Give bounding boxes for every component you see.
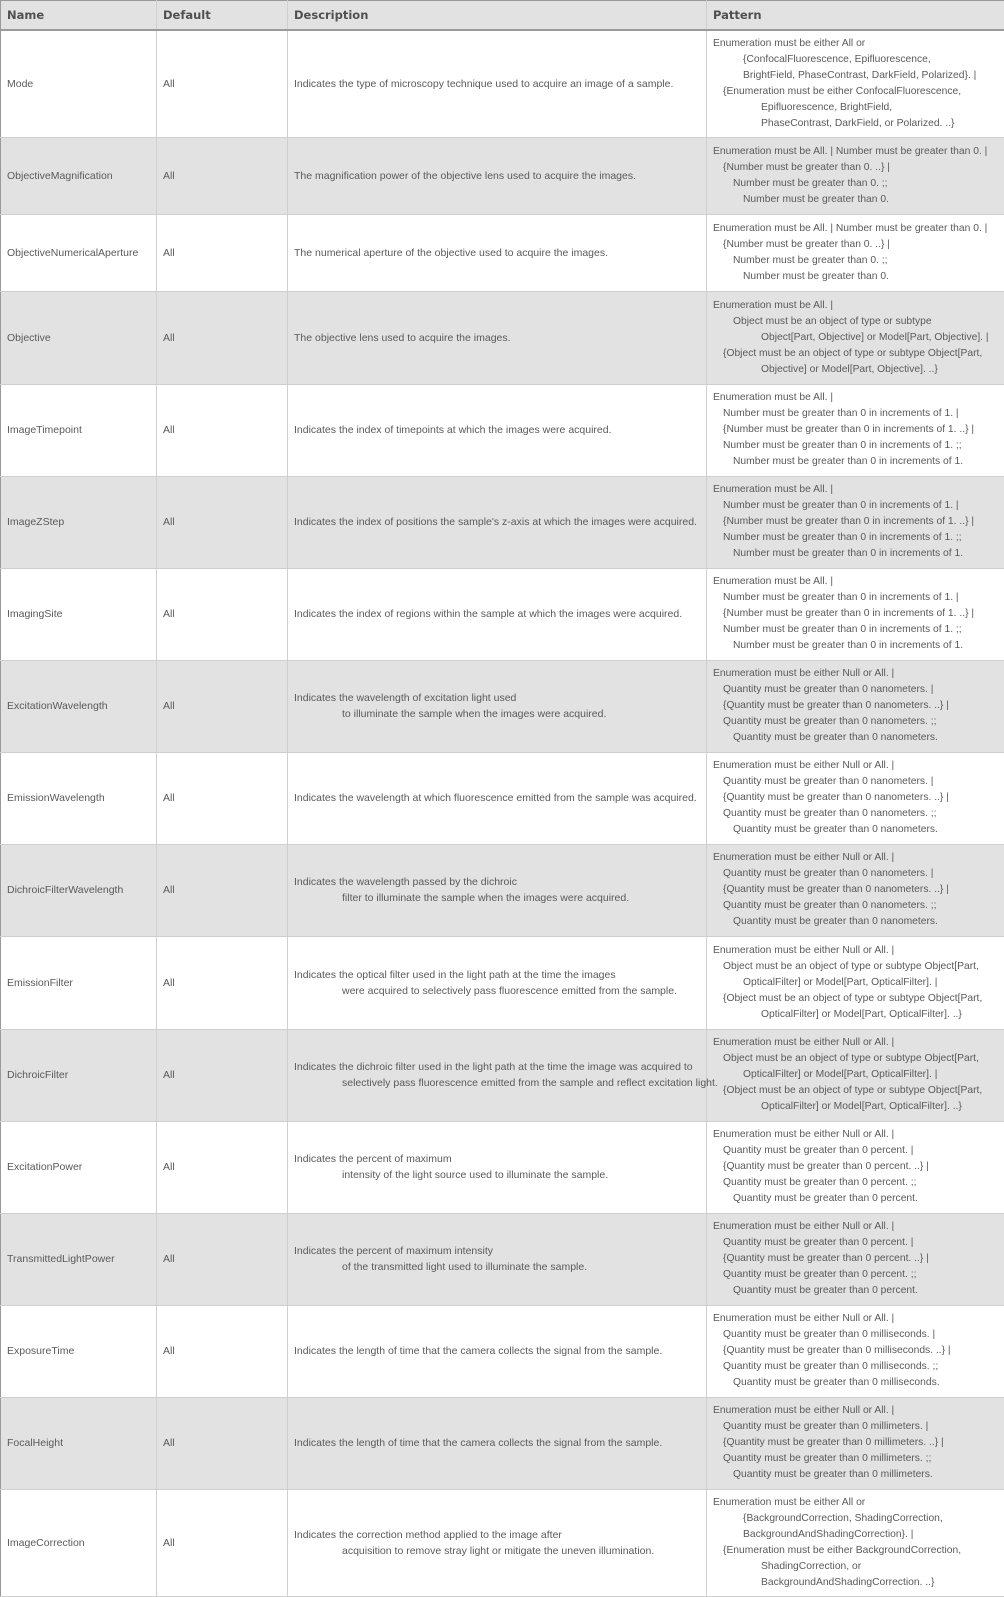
pattern-line: {Number must be greater than 0. ..} | [713,160,1000,176]
option-default: All [157,1121,288,1213]
option-description [288,660,707,752]
pattern-line: Quantity must be greater than 0 nanometers. | [713,774,1000,790]
option-description [288,936,707,1029]
option-pattern [707,1213,1004,1305]
option-description [288,137,707,214]
option-default: All [157,1397,288,1489]
pattern-line: {Number must be greater than 0 in increments of 1. ..} | [713,606,1000,622]
pattern-line: Quantity must be greater than 0 nanometers. | [713,866,1000,882]
option-default: All [157,660,288,752]
pattern-line: Enumeration must be All. | [713,298,1000,314]
option-default: All [157,568,288,660]
option-default: All [157,30,288,137]
option-name: ImageTimepoint [1,384,157,476]
pattern-line: {Number must be greater than 0. ..} | [713,237,1000,253]
pattern-line: Object must be an object of type or subtype Object[Part, [713,1051,1000,1067]
description-line: The magnification power of the objective lens used to acquire the images. [294,168,706,184]
option-name: ImageZStep [1,476,157,568]
option-name: ExcitationWavelength [1,660,157,752]
pattern-line: Enumeration must be either Null or All. | [713,1311,1000,1327]
option-name: EmissionWavelength [1,752,157,844]
description-line: of the transmitted light used to illuminate the sample. [294,1259,706,1275]
option-name: FocalHeight [1,1397,157,1489]
description-line: filter to illuminate the sample when the images were acquired. [294,890,706,906]
pattern-line: {Quantity must be greater than 0 nanometers. ..} | [713,790,1000,806]
description-line: Indicates the index of timepoints at which the images were acquired. [294,422,706,438]
table-row [1,936,1004,1029]
description-line: Indicates the length of time that the camera collects the signal from the sample. [294,1435,706,1451]
pattern-line: Quantity must be greater than 0 percent. | [713,1143,1000,1159]
option-name: ObjectiveMagnification [1,137,157,214]
option-default: All [157,844,288,936]
pattern-line: Number must be greater than 0 in increments of 1. [713,454,1000,470]
pattern-line: Enumeration must be either Null or All. | [713,943,1000,959]
description-line: Indicates the percent of maximum intensity [294,1243,706,1259]
description-line: Indicates the type of microscopy technique used to acquire an image of a sample. [294,76,706,92]
header-pattern: Pattern [707,1,1004,31]
option-pattern [707,291,1004,384]
description-line: The numerical aperture of the objective used to acquire the images. [294,245,706,261]
pattern-line: {Quantity must be greater than 0 nanometers. ..} | [713,882,1000,898]
pattern-line: {Quantity must be greater than 0 millimeters. ..} | [713,1435,1000,1451]
pattern-line: Enumeration must be All. | [713,482,1000,498]
pattern-line: Quantity must be greater than 0 nanometers. ;; [713,714,1000,730]
pattern-line: Number must be greater than 0 in increments of 1. | [713,498,1000,514]
pattern-line: BackgroundAndShadingCorrection. ..} [713,1575,1000,1591]
pattern-line: Quantity must be greater than 0 millimeters. | [713,1419,1000,1435]
option-description [288,214,707,291]
option-default: All [157,476,288,568]
pattern-line: Quantity must be greater than 0 millimeters. [713,1467,1000,1483]
description-line: Indicates the index of regions within the sample at which the images were acquired. [294,606,706,622]
pattern-line: {Object must be an object of type or subtype Object[Part, [713,1083,1000,1099]
pattern-line: Quantity must be greater than 0 milliseconds. [713,1375,1000,1391]
option-pattern [707,30,1004,137]
pattern-line: Quantity must be greater than 0 milliseconds. | [713,1327,1000,1343]
table-row [1,137,1004,214]
pattern-line: {Quantity must be greater than 0 nanometers. ..} | [713,698,1000,714]
pattern-line: BackgroundAndShadingCorrection}. | [713,1527,1000,1543]
pattern-line: Quantity must be greater than 0 millimeters. ;; [713,1451,1000,1467]
option-name: EmissionFilter [1,936,157,1029]
option-description [288,1489,707,1596]
description-line: were acquired to selectively pass fluorescence emitted from the sample. [294,983,706,999]
pattern-line: OpticalFilter] or Model[Part, OpticalFilter]. | [713,1067,1000,1083]
option-pattern [707,1397,1004,1489]
description-line: Indicates the length of time that the camera collects the signal from the sample. [294,1343,706,1359]
pattern-line: OpticalFilter] or Model[Part, OpticalFilter]. ..} [713,1007,1000,1023]
option-name: ExcitationPower [1,1121,157,1213]
pattern-line: {Quantity must be greater than 0 milliseconds. ..} | [713,1343,1000,1359]
pattern-line: {Quantity must be greater than 0 percent. ..} | [713,1251,1000,1267]
option-description [288,1121,707,1213]
pattern-line: {BackgroundCorrection, ShadingCorrection, [713,1511,1000,1527]
option-default: All [157,291,288,384]
table-row [1,1213,1004,1305]
option-description [288,30,707,137]
pattern-line: Quantity must be greater than 0 percent. ;; [713,1175,1000,1191]
description-line: Indicates the wavelength passed by the dichroic [294,874,706,890]
option-default: All [157,1489,288,1596]
pattern-line: Number must be greater than 0 in increments of 1. ;; [713,530,1000,546]
pattern-line: Enumeration must be All. | [713,390,1000,406]
pattern-line: Number must be greater than 0. [713,269,1000,285]
pattern-line: Enumeration must be either All or [713,1495,1000,1511]
table-row [1,844,1004,936]
pattern-line: BrightField, PhaseContrast, DarkField, Polarized}. | [713,68,1000,84]
option-default: All [157,752,288,844]
option-pattern [707,568,1004,660]
option-default: All [157,1305,288,1397]
table-row [1,214,1004,291]
option-default: All [157,1029,288,1121]
option-pattern [707,137,1004,214]
option-default: All [157,214,288,291]
pattern-line: Quantity must be greater than 0 nanometers. | [713,682,1000,698]
description-line: intensity of the light source used to illuminate the sample. [294,1167,706,1183]
pattern-line: Number must be greater than 0. [713,192,1000,208]
pattern-line: Quantity must be greater than 0 milliseconds. ;; [713,1359,1000,1375]
table-row [1,568,1004,660]
pattern-line: Enumeration must be either Null or All. | [713,1403,1000,1419]
pattern-line: Enumeration must be either Null or All. | [713,666,1000,682]
table-row [1,1029,1004,1121]
table-row [1,384,1004,476]
pattern-line: Quantity must be greater than 0 percent. ;; [713,1267,1000,1283]
pattern-line: {Number must be greater than 0 in increments of 1. ..} | [713,422,1000,438]
table-row [1,660,1004,752]
table-row [1,476,1004,568]
option-name: ObjectiveNumericalAperture [1,214,157,291]
option-pattern [707,752,1004,844]
pattern-line: Number must be greater than 0 in increments of 1. | [713,406,1000,422]
option-pattern [707,1489,1004,1596]
description-line: Indicates the wavelength of excitation light used [294,690,706,706]
description-line: Indicates the index of positions the sample's z-axis at which the images were acquired. [294,514,706,530]
table-row [1,291,1004,384]
pattern-line: Object must be an object of type or subtype [713,314,1000,330]
pattern-line: Number must be greater than 0. ;; [713,253,1000,269]
option-name: Mode [1,30,157,137]
pattern-line: Quantity must be greater than 0 percent. [713,1191,1000,1207]
pattern-line: Object must be an object of type or subtype Object[Part, [713,959,1000,975]
pattern-line: {Number must be greater than 0 in increments of 1. ..} | [713,514,1000,530]
option-description [288,384,707,476]
pattern-line: Number must be greater than 0 in increments of 1. | [713,590,1000,606]
option-default: All [157,384,288,476]
pattern-line: PhaseContrast, DarkField, or Polarized. ..} [713,116,1000,132]
option-name: Objective [1,291,157,384]
option-default: All [157,1213,288,1305]
description-line: selectively pass fluorescence emitted from the sample and reflect excitation light. [294,1075,706,1091]
table-header-row [1,1,1004,31]
pattern-line: Number must be greater than 0 in increments of 1. ;; [713,622,1000,638]
pattern-line: Number must be greater than 0 in increments of 1. ;; [713,438,1000,454]
pattern-line: Number must be greater than 0. ;; [713,176,1000,192]
description-line: to illuminate the sample when the images were acquired. [294,706,706,722]
option-description [288,752,707,844]
option-default: All [157,936,288,1029]
header-name: Name [1,1,157,31]
pattern-line: OpticalFilter] or Model[Part, OpticalFilter]. ..} [713,1099,1000,1115]
option-description [288,1029,707,1121]
pattern-line: OpticalFilter] or Model[Part, OpticalFilter]. | [713,975,1000,991]
description-line: Indicates the correction method applied to the image after [294,1527,706,1543]
option-name: ExposureTime [1,1305,157,1397]
option-pattern [707,476,1004,568]
option-description [288,1305,707,1397]
description-line: Indicates the percent of maximum [294,1151,706,1167]
option-description [288,476,707,568]
option-name: DichroicFilterWavelength [1,844,157,936]
pattern-line: {Quantity must be greater than 0 percent. ..} | [713,1159,1000,1175]
option-description [288,1397,707,1489]
pattern-line: Epifluorescence, BrightField, [713,100,1000,116]
option-name: TransmittedLightPower [1,1213,157,1305]
option-pattern [707,936,1004,1029]
pattern-line: Enumeration must be either Null or All. | [713,1127,1000,1143]
option-pattern [707,1121,1004,1213]
pattern-line: Quantity must be greater than 0 nanometers. [713,730,1000,746]
pattern-line: Enumeration must be either Null or All. | [713,850,1000,866]
pattern-line: {Enumeration must be either ConfocalFluorescence, [713,84,1000,100]
pattern-line: Enumeration must be either Null or All. | [713,1219,1000,1235]
description-line: Indicates the optical filter used in the light path at the time the images [294,967,706,983]
option-name: DichroicFilter [1,1029,157,1121]
pattern-line: Enumeration must be either All or [713,36,1000,52]
option-name: ImagingSite [1,568,157,660]
pattern-line: {Object must be an object of type or subtype Object[Part, [713,346,1000,362]
table-row [1,1305,1004,1397]
option-pattern [707,844,1004,936]
option-default: All [157,137,288,214]
pattern-line: Enumeration must be either Null or All. | [713,758,1000,774]
pattern-line: Enumeration must be All. | Number must be greater than 0. | [713,144,1000,160]
option-description [288,1213,707,1305]
table-row [1,1397,1004,1489]
description-line: Indicates the dichroic filter used in the light path at the time the image was acquired to [294,1059,706,1075]
option-pattern [707,1029,1004,1121]
description-line: acquisition to remove stray light or mitigate the uneven illumination. [294,1543,706,1559]
pattern-line: Number must be greater than 0 in increments of 1. [713,546,1000,562]
pattern-line: Quantity must be greater than 0 nanometers. [713,822,1000,838]
pattern-line: Quantity must be greater than 0 percent. | [713,1235,1000,1251]
pattern-line: Quantity must be greater than 0 nanometers. ;; [713,898,1000,914]
description-line: The objective lens used to acquire the images. [294,330,706,346]
header-description: Description [288,1,707,31]
pattern-line: Enumeration must be All. | [713,574,1000,590]
pattern-line: {Enumeration must be either BackgroundCorrection, [713,1543,1000,1559]
pattern-line: Enumeration must be All. | Number must be greater than 0. | [713,221,1000,237]
option-name: ImageCorrection [1,1489,157,1596]
option-pattern [707,214,1004,291]
description-line: Indicates the wavelength at which fluorescence emitted from the sample was acquired. [294,790,706,806]
pattern-line: {Object must be an object of type or subtype Object[Part, [713,991,1000,1007]
option-pattern [707,1305,1004,1397]
table-row [1,1489,1004,1596]
option-pattern [707,660,1004,752]
table-row [1,1121,1004,1213]
pattern-line: Quantity must be greater than 0 percent. [713,1283,1000,1299]
pattern-line: ShadingCorrection, or [713,1559,1000,1575]
pattern-line: Enumeration must be either Null or All. | [713,1035,1000,1051]
pattern-line: Object[Part, Objective] or Model[Part, Objective]. | [713,330,1000,346]
option-description [288,844,707,936]
option-pattern [707,384,1004,476]
option-description [288,291,707,384]
pattern-line: Quantity must be greater than 0 nanometers. ;; [713,806,1000,822]
table-row [1,752,1004,844]
pattern-line: {ConfocalFluorescence, Epifluorescence, [713,52,1000,68]
pattern-line: Objective] or Model[Part, Objective]. ..} [713,362,1000,378]
option-description [288,568,707,660]
table-row [1,30,1004,137]
pattern-line: Number must be greater than 0 in increments of 1. [713,638,1000,654]
pattern-line: Quantity must be greater than 0 nanometers. [713,914,1000,930]
header-default: Default [157,1,288,31]
